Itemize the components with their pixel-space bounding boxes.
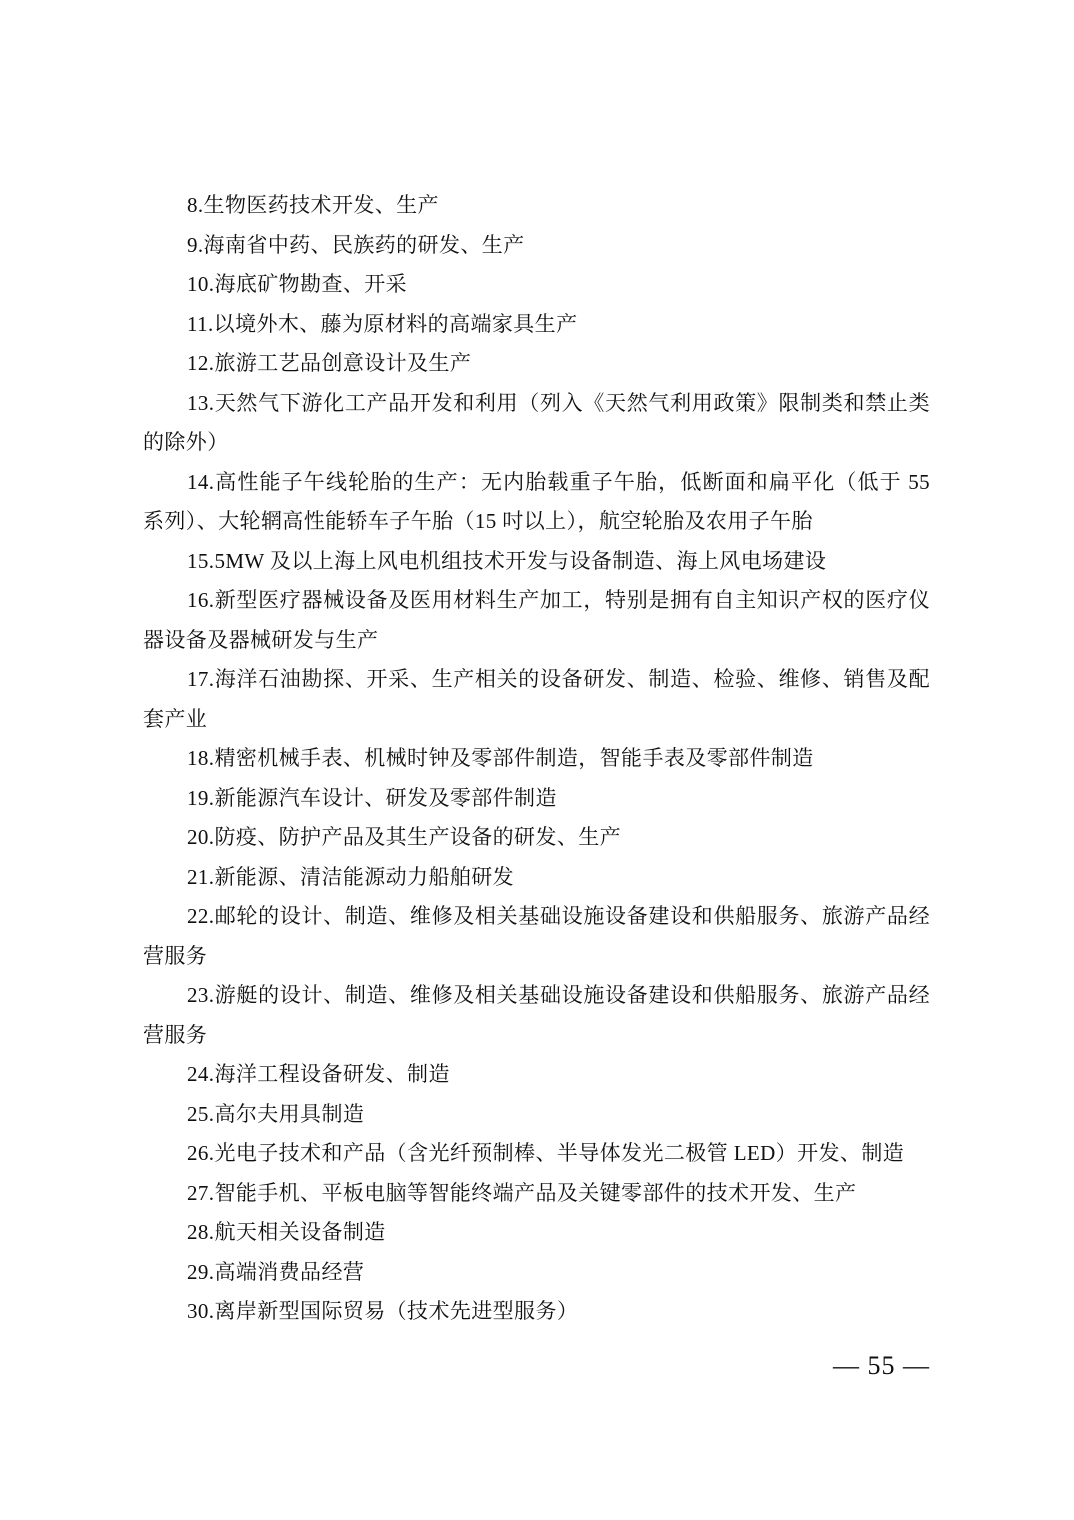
list-item-21: 21.新能源、清洁能源动力船舶研发 [187, 864, 515, 889]
list-item-24: 24.海洋工程设备研发、制造 [187, 1062, 450, 1086]
list-item-9: 9.海南省中药、民族药的研发、生产 [187, 232, 525, 257]
list-item-15: 15.5MW 及以上海上风电机组技术开发与设备制造、海上风电场建设 [187, 548, 827, 573]
list-item-12: 12.旅游工艺品创意设计及生产 [187, 351, 472, 375]
list-item-27: 27.智能手机、平板电脑等智能终端产品及关键零部件的技术开发、生产 [187, 1180, 857, 1205]
list-item-30: 30.离岸新型国际贸易（技术先进型服务） [187, 1299, 579, 1323]
list-item-18: 18.精密机械手表、机械时钟及零部件制造，智能手表及零部件制造 [187, 746, 814, 770]
numbered-list [143, 186, 930, 1332]
list-item-10: 10.海底矿物勘查、开采 [187, 272, 408, 296]
list-item-13: 13.天然气下游化工产品开发和利用（列入《天然气利用政策》限制类和禁止类的除外） [143, 390, 930, 454]
list-item-11: 11.以境外木、藤为原材料的高端家具生产 [187, 311, 578, 336]
list-item-16: 16.新型医疗器械设备及医用材料生产加工，特别是拥有自主知识产权的医疗仪器设备及器械研发与生产 [143, 588, 930, 652]
list-item-29: 29.高端消费品经营 [187, 1259, 365, 1284]
list-item-25: 25.高尔夫用具制造 [187, 1101, 365, 1126]
list-item-23: 23.游艇的设计、制造、维修及相关基础设施设备建设和供船服务、旅游产品经营服务 [143, 983, 930, 1047]
list-item-19: 19.新能源汽车设计、研发及零部件制造 [187, 785, 557, 810]
page-number: — 55 — [833, 1351, 930, 1380]
list-item-26: 26.光电子技术和产品（含光纤预制棒、半导体发光二极管 LED）开发、制造 [187, 1141, 905, 1165]
list-item-8: 8.生物医药技术开发、生产 [187, 193, 439, 217]
list-item-17: 17.海洋石油勘探、开采、生产相关的设备研发、制造、检验、维修、销售及配套产业 [143, 667, 930, 731]
list-item-22: 22.邮轮的设计、制造、维修及相关基础设施设备建设和供船服务、旅游产品经营服务 [143, 904, 930, 968]
list-item-14: 14.高性能子午线轮胎的生产：无内胎载重子午胎，低断面和扁平化（低于 55 系列）、大轮辋高性能轿车子午胎（15 吋以上），航空轮胎及农用子午胎 [143, 469, 930, 533]
list-item-28: 28.航天相关设备制造 [187, 1220, 386, 1244]
list-item-20: 20.防疫、防护产品及其生产设备的研发、生产 [187, 825, 622, 849]
